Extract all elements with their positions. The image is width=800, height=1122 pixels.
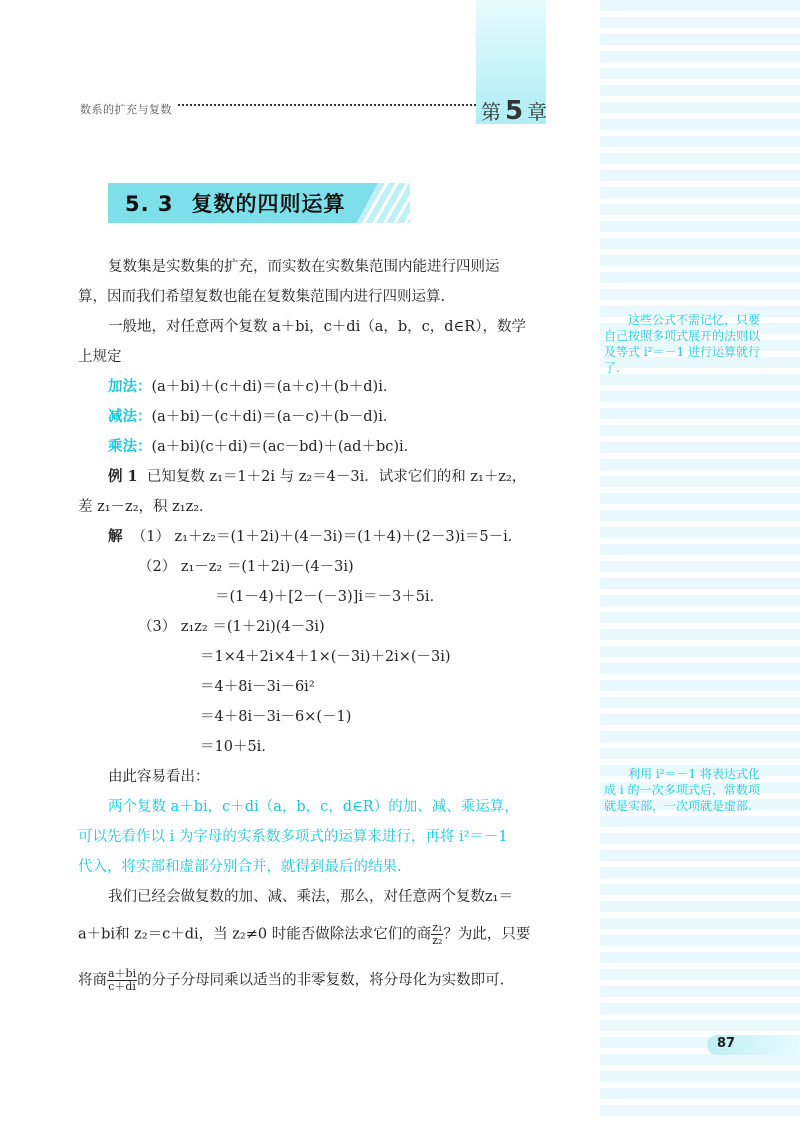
solution-line: 解 （1） z₁＋z₂＝(1＋2i)＋(4－3i)＝(1＋4)＋(2－3)i＝5－i． — [108, 528, 523, 545]
running-head: 数系的扩充与复数 — [80, 103, 172, 116]
solution-line: ＝4＋8i－3i－6i² — [200, 679, 315, 695]
addition-rule: 加法：(a＋bi)＋(c＋di)＝(a＋c)＋(b＋d)i． — [108, 378, 398, 395]
solution-line: ＝10＋5i． — [200, 739, 276, 755]
multiplication-rule: 乘法：(a＋bi)(c＋di)＝(ac－bd)＋(ad＋bc)i． — [108, 438, 419, 455]
section-name: 复数的四则运算 — [191, 192, 346, 216]
solution-line: ＝4＋8i－3i－6×(－1) — [200, 709, 352, 725]
page-number-tab — [707, 1035, 800, 1055]
highlight-line: 可以先看作以 i 为字母的实系数多项式的运算来进行，再将 i²＝－1 — [78, 829, 508, 845]
leader-dots — [178, 104, 476, 106]
section-number: 5. 3 — [125, 192, 174, 216]
solution-line: （2） z₁－z₂ ＝(1＋2i)－(4－3i) — [138, 559, 354, 575]
subtraction-rule: 减法：(a＋bi)－(c＋di)＝(a－c)＋(b－d)i． — [108, 408, 398, 425]
solution-line: ＝1×4＋2i×4＋1×(－3i)＋2i×(－3i) — [200, 649, 451, 665]
paragraph-line: 一般地，对任意两个复数 a＋bi，c＋di（a，b，c，d∈R），数学 — [108, 319, 526, 335]
solution-line: ＝(1－4)＋[2－(－3)]i＝－3＋5i． — [215, 589, 445, 605]
paragraph-line: 我们已经会做复数的加、减、乘法，那么，对任意两个复数z₁＝ — [108, 889, 513, 905]
paragraph-line: 上规定 — [78, 349, 122, 365]
example-line: 例 1 已知复数 z₁＝1＋2i 与 z₂＝4－3i．试求它们的和 z₁＋z₂， — [108, 468, 527, 485]
quotient-fraction: $\frac{\text{z₁}}{\text{z₂}}$ — [432, 921, 443, 947]
highlight-line: 两个复数 a＋bi，c＋di（a，b，c，d∈R）的加、减、乘运算， — [108, 799, 519, 815]
paragraph-line: 由此容易看出： — [108, 769, 210, 785]
paragraph-line: 将商 $\frac{a+bi}{c+di}$ 的分子分母同乘以适当的非零复数，将分母化为实数即可. — [78, 967, 505, 993]
page-number: 87 — [717, 1036, 736, 1051]
paragraph-line: a＋bi和 z₂＝c＋di，当 z₂≠0 时能否做除法求它们的商 $\frac{\text{z₁}}{\text{z₂}}$ ？为此，只要 — [78, 921, 531, 947]
section-title — [125, 188, 346, 218]
paragraph-line: 算，因而我们希望复数也能在复数集范围内进行四则运算. — [78, 289, 446, 305]
solution-line: （3） z₁z₂ ＝(1＋2i)(4－3i) — [138, 619, 325, 635]
sidenote-formulas: 这些公式不需记忆，只要自己按照多项式展开的法则以及等式 i²＝－1 进行运算就行了. — [604, 313, 761, 375]
paragraph-line: 复数集是实数集的扩充，而实数在实数集范围内能进行四则运 — [108, 259, 500, 275]
example-line: 差 z₁－z₂，积 z₁z₂． — [78, 499, 214, 515]
chapter-label: 第 5 章 — [481, 96, 548, 126]
sidenote-real-imag: 利用 i²＝－1 将表达式化成 i 的一次多项式后，常数项就是实部，一次项就是虚部. — [604, 767, 760, 813]
highlight-line: 代入，将实部和虚部分别合并，就得到最后的结果. — [78, 859, 402, 875]
margin-stripes — [600, 0, 800, 1122]
quotient-fraction: $\frac{a+bi}{c+di}$ — [108, 967, 137, 993]
